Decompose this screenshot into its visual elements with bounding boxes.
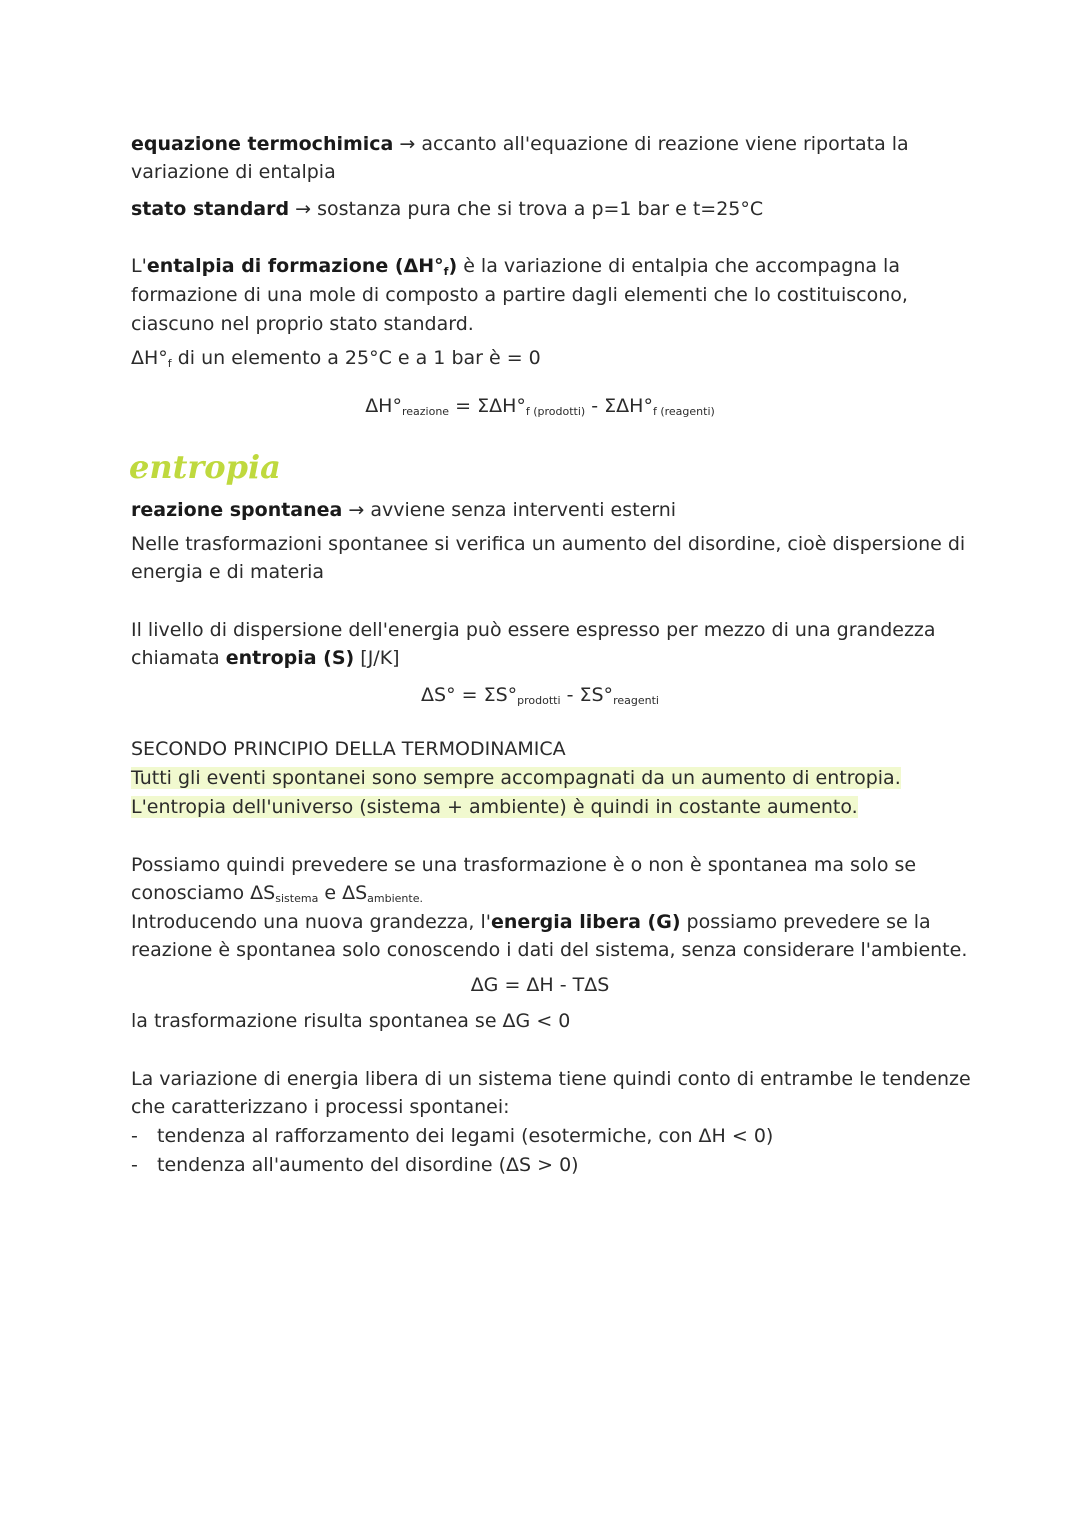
spontaneous-line [131, 496, 676, 524]
arrow: → [295, 198, 312, 220]
gibbs-para3-line2: che caratterizzano i processi spontanei: [131, 1096, 510, 1118]
arrow: → [399, 133, 416, 155]
arrow: → [348, 499, 365, 521]
bullet-marker: - [131, 1125, 138, 1147]
entropy-para2-line2: chiamata entropia (S) [J/K] [131, 647, 400, 669]
std-state-line [131, 195, 763, 223]
thermo-eq-line-2: variazione di entalpia [131, 161, 336, 183]
spontaneous-term: reazione spontanea [131, 499, 343, 521]
formula-entropy: $\Delta S^\circ = \Sigma S^\circ_{prodotti} - \Sigma S^\circ_{reagenti}$ [421, 684, 659, 707]
bullet-marker: - [131, 1154, 138, 1176]
spontaneity-condition: la trasformazione risulta spontanea se ΔG < 0 [131, 1010, 571, 1032]
formation-line-1: L'entalpia di formazione $(\Delta H^\circ_f)$ è la variazione di entalpia che accompagna la [131, 255, 900, 278]
gibbs-para2-line1: Introducendo una nuova grandezza, l'energia libera (G) possiamo prevedere se la [131, 911, 931, 933]
spontaneous-def: avviene senza interventi esterni [370, 499, 677, 521]
section-title-entropia: entropia [129, 448, 281, 486]
gibbs-para2-line2: reazione è spontanea solo conoscendo i dati del sistema, senza considerare l'ambiente. [131, 939, 968, 961]
second-law-highlight-1: Tutti gli eventi spontanei sono sempre accompagnati da un aumento di entropia. [131, 767, 901, 789]
bullet-item: tendenza al rafforzamento dei legami (esotermiche, con ΔH < 0) [157, 1125, 774, 1147]
entropy-para1-line2: energia e di materia [131, 561, 325, 583]
formula-gibbs: ΔG = ΔH - TΔS [470, 974, 610, 996]
element-line: $\Delta H^\circ_f$ di un elemento a 25°C e a 1 bar è = 0 [131, 347, 541, 370]
std-state-def: sostanza pura che si trova a p=1 bar e t=25°C [317, 198, 764, 220]
std-state-term: stato standard [131, 198, 290, 220]
second-law-highlight-2: L'entropia dell'universo (sistema + ambiente) è quindi in costante aumento. [131, 796, 858, 818]
formula-enthalpy-reaction: $\Delta H^\circ_{reazione} = \Sigma\Delta H^\circ_{f (prodotti)} - \Sigma\Delta H^\circ_{f (reagenti)}$ [365, 395, 715, 418]
entropy-para2-line1: Il livello di dispersione dell'energia può essere espresso per mezzo di una grandezza [131, 619, 936, 641]
second-law-heading: SECONDO PRINCIPIO DELLA TERMODINAMICA [131, 738, 566, 760]
thermo-eq-def: accanto all'equazione di reazione viene riportata la [421, 133, 909, 155]
thermo-eq-term: equazione termochimica [131, 133, 394, 155]
free-energy-term: energia libera (G) [491, 911, 681, 933]
entropy-para1-line1: Nelle trasformazioni spontanee si verifica un aumento del disordine, cioè dispersione di [131, 533, 966, 555]
gibbs-para1-line1: Possiamo quindi prevedere se una trasformazione è o non è spontanea ma solo se [131, 854, 917, 876]
gibbs-para1-line2: conosciamo $\Delta S_{sistema}$ e $\Delta S_{ambiente.}$ [131, 882, 423, 905]
formation-line-2: formazione di una mole di composto a partire dagli elementi che lo costituiscono, [131, 284, 908, 306]
formation-term: entalpia di formazione $(\Delta H^\circ_f)$ [146, 255, 458, 278]
gibbs-para3-line1: La variazione di energia libera di un sistema tiene quindi conto di entrambe le tendenze [131, 1068, 971, 1090]
thermo-eq-line-1 [131, 130, 909, 158]
bullet-item: tendenza all'aumento del disordine (ΔS > 0) [157, 1154, 579, 1176]
formation-line-3: ciascuno nel proprio stato standard. [131, 313, 474, 335]
entropy-term: entropia (S) [225, 647, 355, 669]
